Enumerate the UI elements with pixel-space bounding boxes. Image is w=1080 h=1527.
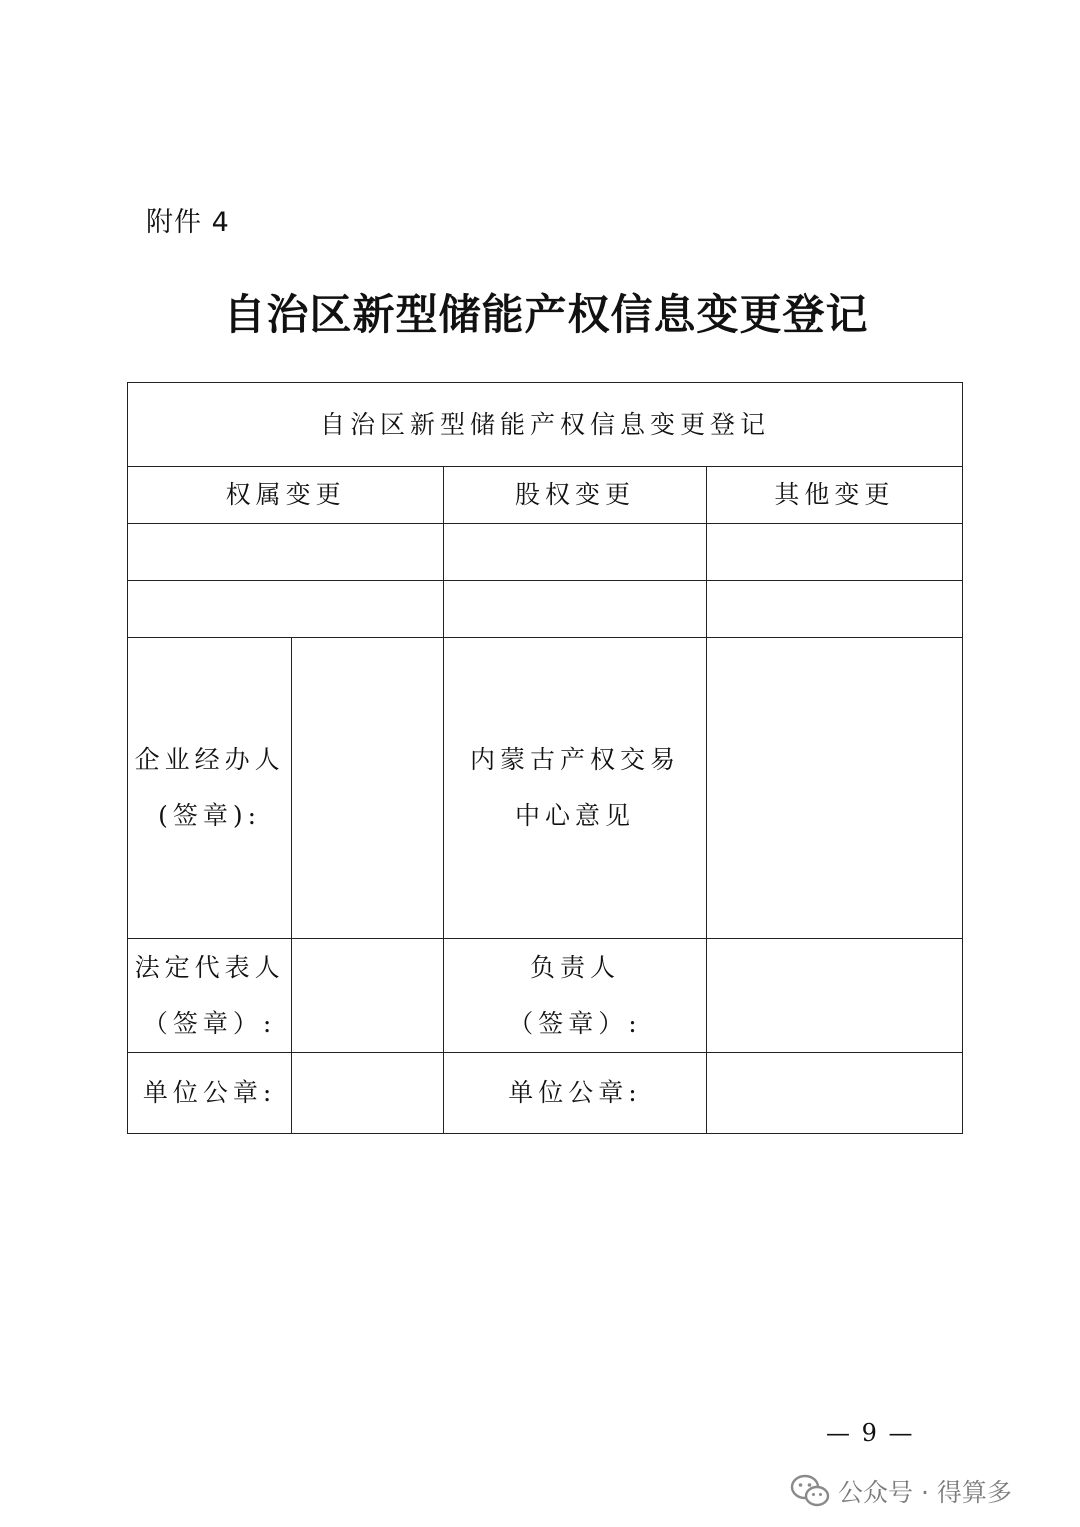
- unit-seal-cell-left: [292, 1053, 444, 1134]
- enterprise-handler-signature-cell: [292, 638, 444, 939]
- column-header-ownership: 权属变更: [128, 467, 444, 524]
- column-header-other: 其他变更: [706, 467, 962, 524]
- enterprise-handler-line2: (签章):: [158, 801, 262, 830]
- exchange-opinion-line1: 内蒙古产权交易: [470, 745, 681, 774]
- person-in-charge-signature-cell: [706, 939, 962, 1053]
- legal-rep-label: [128, 939, 292, 1053]
- ownership-change-cell: [128, 524, 444, 581]
- representative-row: [128, 939, 963, 1053]
- seal-row: [128, 1053, 963, 1134]
- person-in-charge-label: [444, 939, 706, 1053]
- watermark-text: 公众号 · 得算多: [838, 1478, 1012, 1507]
- equity-change-cell: [444, 581, 706, 638]
- unit-seal-label-right: 单位公章:: [444, 1053, 706, 1134]
- table-caption-row: [128, 383, 963, 467]
- enterprise-handler-label: [128, 638, 292, 939]
- legal-rep-signature-cell: [292, 939, 444, 1053]
- other-change-cell: [706, 581, 962, 638]
- equity-change-cell: [444, 524, 706, 581]
- table-header-row: [128, 467, 963, 524]
- person-in-charge-line1: 负责人: [530, 952, 621, 982]
- exchange-opinion-label: [444, 638, 706, 939]
- unit-seal-label-left: 单位公章:: [128, 1053, 292, 1134]
- legal-rep-line1: 法定代表人: [134, 952, 285, 982]
- other-change-cell: [706, 524, 962, 581]
- legal-rep-line2: （签章）:: [142, 1008, 277, 1038]
- enterprise-handler-line1: 企业经办人: [134, 745, 285, 774]
- ownership-change-cell: [128, 581, 444, 638]
- column-header-equity: 股权变更: [444, 467, 706, 524]
- attachment-label: 附件 4: [146, 207, 230, 238]
- watermark: [790, 1471, 1012, 1511]
- exchange-opinion-cell: [706, 638, 962, 939]
- table-caption: 自治区新型储能产权信息变更登记: [128, 383, 963, 467]
- signature-row: [128, 638, 963, 939]
- person-in-charge-line2: （签章）:: [508, 1008, 642, 1038]
- registration-table: [127, 382, 963, 1134]
- unit-seal-cell-right: [706, 1053, 962, 1134]
- wechat-icon: [790, 1474, 830, 1508]
- document-title: 自治区新型储能产权信息变更登记: [223, 290, 869, 339]
- page-number: — 9 —: [826, 1419, 915, 1447]
- table-row: [128, 581, 963, 638]
- table-row: [128, 524, 963, 581]
- exchange-opinion-line2: 中心意见: [515, 801, 636, 830]
